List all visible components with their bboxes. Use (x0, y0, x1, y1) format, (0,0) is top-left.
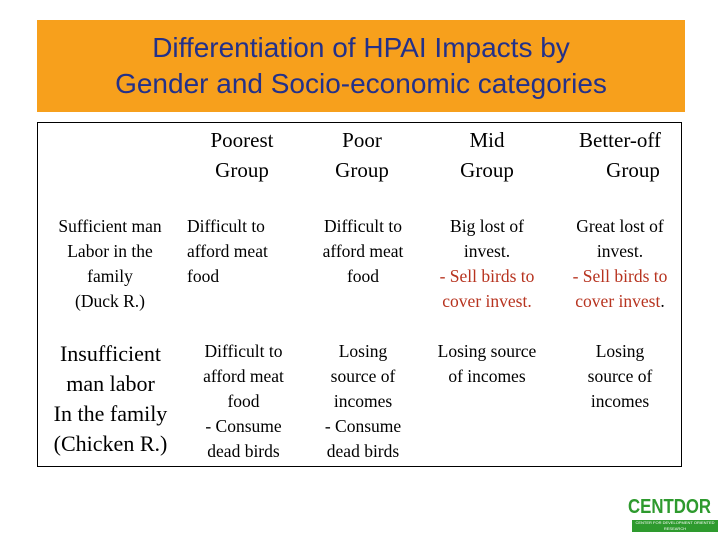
title-line-1: Differentiation of HPAI Impacts by (152, 32, 570, 63)
row2-better-off-cell: Losing source of incomes (587, 341, 653, 411)
row1-poorest-cell: Difficult to afford meat food (187, 216, 268, 286)
row-label-sufficient-labor: Sufficient man Labor in the family (Duck R.) (58, 216, 162, 311)
centdor-logo (628, 496, 720, 540)
row2-poor-cell: Losing source of incomes - Consume dead birds (324, 341, 402, 461)
row1-better-off-red-text: cover invest (575, 291, 661, 311)
logo-wordmark: CENTDOR (628, 496, 712, 518)
row2-poorest-cell: Difficult to afford meat food - Consume dead birds (203, 341, 284, 461)
row-label-insufficient-labor: Insufficient man labor In the family (Chicken R.) (53, 341, 168, 456)
header-poor-group: Poor Group (335, 128, 389, 182)
title-line-2: Gender and Socio-economic categories (115, 68, 607, 99)
header-better-off-group: Better-off Group (579, 128, 661, 182)
row1-mid-cell: Big lost of invest. - Sell birds to cover invest. (439, 216, 535, 311)
row1-better-off-period: . (660, 291, 665, 311)
row1-better-off-cell: Great lost of invest. - Sell birds to cover invest. (572, 216, 668, 311)
logo-tagline: CENTER FOR DEVELOPMENT ORIENTED RESEARCH (635, 520, 715, 531)
header-mid-group: Mid Group (460, 128, 514, 182)
logo-tagline-bar (632, 520, 718, 532)
title-banner (37, 20, 685, 112)
row1-poor-cell: Difficult to afford meat food (322, 216, 404, 286)
row2-mid-cell: Losing source of incomes (437, 341, 537, 386)
header-poorest-group: Poorest Group (210, 128, 274, 182)
